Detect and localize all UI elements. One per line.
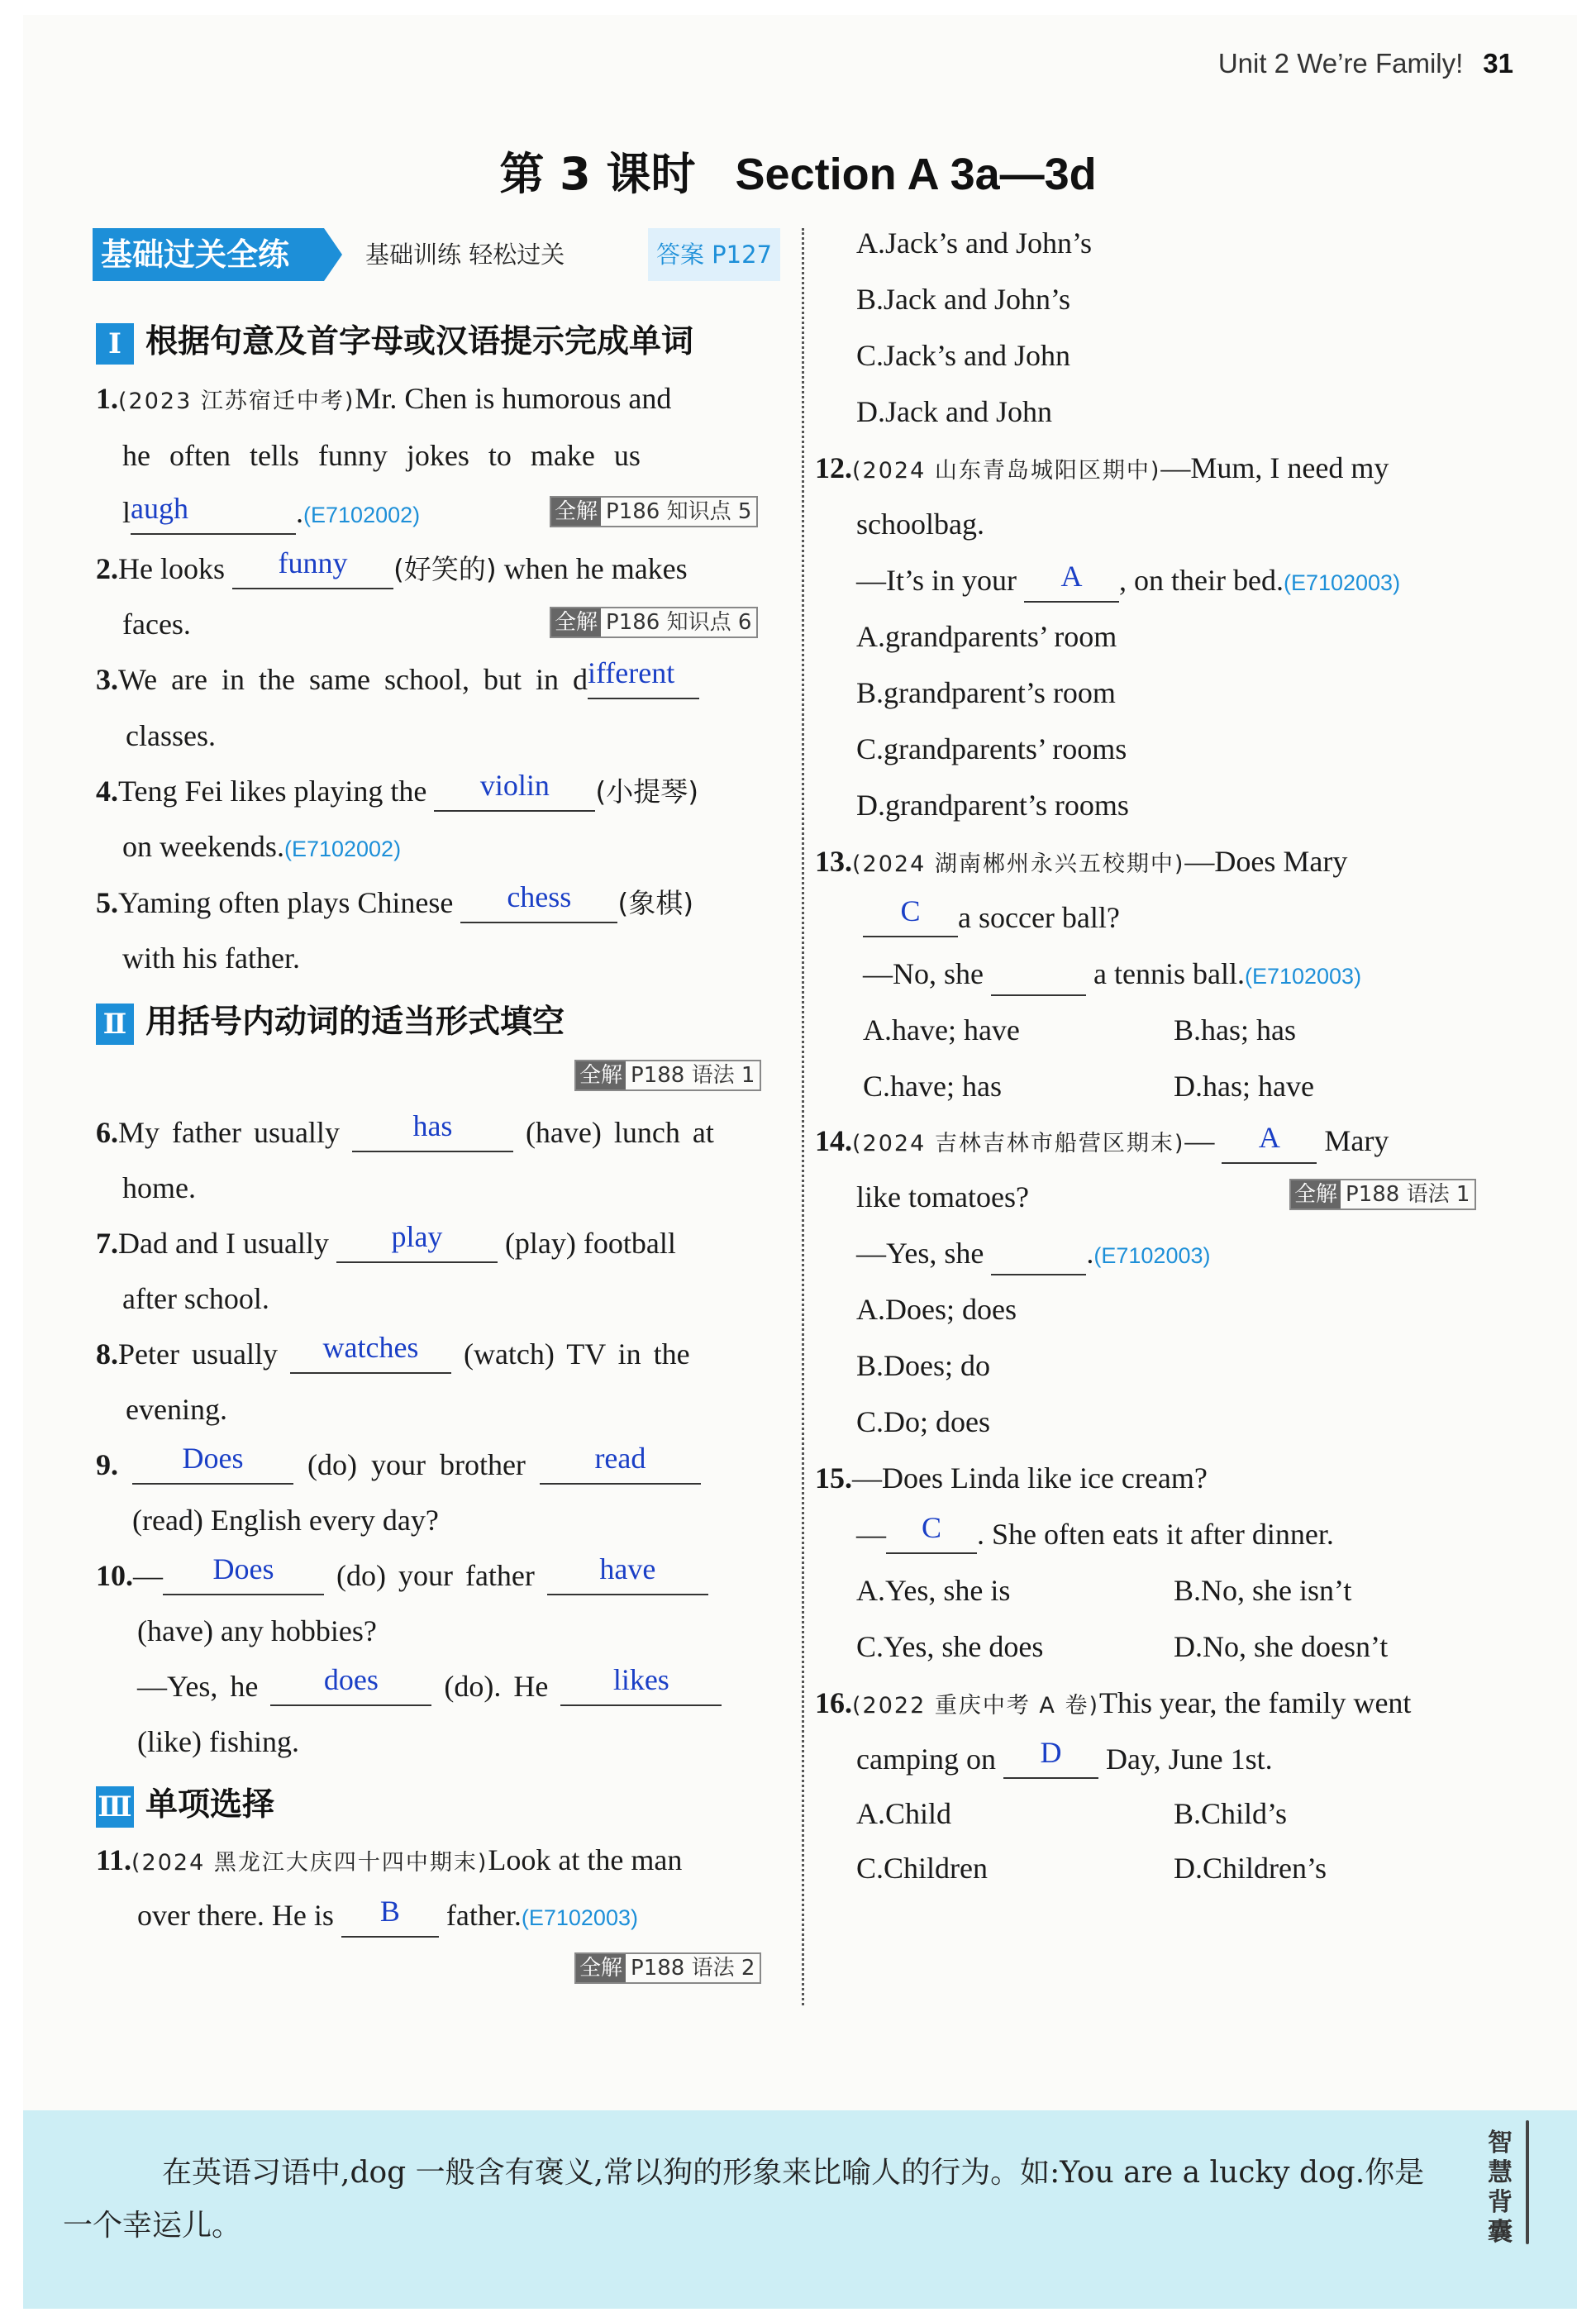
unit-title: Unit 2 We’re Family! [1217,48,1464,79]
chinese-hint: (象棋) [617,887,694,919]
filled-answer: have [599,1552,656,1585]
question-text: camping on [856,1743,996,1776]
reference-tag [550,496,758,527]
question-number: 13. [815,845,852,878]
tip-side-label: 智慧背囊 [1488,2129,1513,2247]
section-number-badge: Ⅱ [96,1004,134,1045]
answer-blank[interactable] [290,1331,451,1374]
question-text: (play) football [504,1227,676,1260]
filled-answer: chess [507,880,572,913]
q10-line1 [96,1552,708,1595]
answer-blank[interactable] [163,1552,324,1595]
question-text: Mr. Chen is humorous and [355,382,672,415]
question-number: 8. [96,1337,118,1371]
question-text: (do) your father [336,1559,535,1592]
exercise-code: (E7102002) [283,837,402,861]
exercise-code: (E7102003) [1283,570,1401,595]
section-number-badge: Ⅲ [96,1786,134,1828]
answer-blank[interactable] [1024,560,1119,603]
question-text: Mary [1324,1124,1389,1157]
q12-option-b[interactable]: B.grandparent’s room [856,676,1116,709]
chinese-hint: (好笑的) [393,553,497,585]
tag-key: 全解 [576,1954,626,1982]
filled-answer: C [900,894,921,927]
tip-box [23,2110,1577,2309]
question-text: This year, the family went [1099,1686,1412,1719]
q12-line2: schoolbag. [856,508,984,541]
question-text: My father usually [118,1116,340,1149]
q13-option-d[interactable]: D.has; have [1174,1070,1314,1103]
question-number: 9. [96,1448,118,1481]
filled-answer: violin [479,769,550,802]
q11-option-b[interactable]: B.Jack and John’s [856,283,1070,316]
question-text: —Mum, I need my [1160,451,1389,484]
question-text: —Yes, she [856,1237,984,1270]
exercise-code: (E7102002) [303,503,421,527]
answer-blank[interactable] [460,880,617,923]
question-text: (do). He [444,1670,549,1703]
q14-line1 [815,1121,1389,1164]
q16-line1 [815,1683,1411,1726]
hint-letter: l [122,496,131,529]
section-title: 用括号内动词的适当形式填空 [145,1004,565,1041]
question-source: (2023 江苏宿迁中考) [118,389,355,414]
q14-line2: like tomatoes? [856,1180,1029,1213]
question-number: 1. [96,382,118,415]
q16-option-a[interactable]: A.Child [856,1797,952,1830]
question-source: (2024 山东青岛城阳区期中) [852,458,1161,484]
q16-option-c[interactable]: C.Children [856,1852,988,1885]
q1-line3: l augh .(E7102002) [122,493,420,535]
q4-line1 [96,771,698,812]
question-text: father. [445,1899,522,1932]
q12-line3 [856,560,1400,603]
page-number: 31 [1483,48,1513,79]
filled-answer: A [1258,1121,1280,1154]
running-header [1218,48,1513,79]
section-number-badge: Ⅰ [96,323,134,365]
question-text: Yaming often plays Chinese [118,886,454,919]
filled-answer: has [412,1109,453,1142]
question-number: 15. [815,1461,852,1495]
q2-line1 [96,546,688,589]
answer-blank[interactable] [132,1442,293,1485]
question-number: 12. [815,451,852,484]
question-text: . She often eats it after dinner. [977,1518,1334,1551]
q1-line1 [96,379,671,422]
answer-page-ref: 答案 P127 [648,228,780,281]
q5-line1 [96,880,694,923]
q13-line1 [815,841,1347,884]
question-source: (2024 吉林吉林市船营区期末) [852,1131,1185,1156]
column-divider [802,228,804,2005]
section-heading-1 [96,316,693,365]
q16-option-d[interactable]: D.Children’s [1174,1852,1327,1885]
question-text: —Does Linda like ice cream? [852,1461,1208,1495]
question-source: (2022 重庆中考 A 卷) [852,1693,1099,1719]
question-text: —Does Mary [1184,845,1348,878]
question-text: (have) lunch at [525,1116,714,1149]
answer-blank[interactable] [336,1220,498,1263]
q6-line2: home. [122,1171,196,1204]
answer-blank[interactable] [540,1442,701,1485]
q8-line2: evening. [126,1393,227,1426]
q15-line2 [856,1511,1334,1554]
banner-arrow-icon [324,228,342,281]
question-text: Day, June 1st. [1105,1743,1273,1776]
answer-blank[interactable] [232,546,393,589]
question-number: 2. [96,552,118,585]
tag-value: P188 语法 1 [631,1063,755,1088]
answer-blank[interactable] [560,1663,722,1706]
dash: — [1184,1124,1215,1157]
tag-value: P188 语法 2 [631,1956,755,1981]
tip-side-bar [1526,2120,1529,2244]
question-text: when he makes [503,552,688,585]
q10-line4: (like) fishing. [137,1725,299,1758]
q9-line1 [96,1442,701,1485]
q14-line3: —Yes, she .(E7102003) [856,1233,1210,1275]
q12-option-c[interactable]: C.grandparents’ rooms [856,732,1127,765]
question-source: (2024 湖南郴州永兴五校期中) [852,851,1185,877]
dash: — [856,1518,886,1551]
filled-answer: play [391,1220,443,1253]
filled-answer: does [323,1663,379,1696]
question-number: 14. [815,1124,852,1157]
filled-answer: likes [612,1663,669,1696]
answer-blank[interactable] [270,1663,431,1706]
question-text: a tennis ball. [1093,957,1245,990]
q5-line2: with his father. [122,942,300,975]
filled-answer: watches [322,1331,419,1364]
q11-option-a[interactable]: A.Jack’s and John’s [856,226,1092,260]
q14-option-a[interactable]: A.Does; does [856,1293,1017,1326]
answer-blank[interactable] [863,894,958,937]
answer-blank[interactable] [991,958,1086,996]
q10-line2: (have) any hobbies? [137,1614,377,1647]
question-number: 4. [96,775,118,808]
answer-blank[interactable] [1003,1736,1098,1779]
tip-text: 在英语习语中,dog 一般含有褒义,常以狗的形象来比喻人的行为。如:You are a lucky dog.你是一个幸运儿。 [63,2156,1425,2243]
exercise-code: (E7102003) [1244,964,1362,989]
q13-option-c[interactable]: C.have; has [863,1070,1002,1103]
question-number: 6. [96,1116,118,1149]
section-title: 根据句意及首字母或汉语提示完成单词 [145,323,694,360]
reference-tag [550,607,758,638]
question-text: , on their bed. [1119,564,1284,597]
question-text: on weekends. [122,830,284,863]
q14-option-c[interactable]: C.Do; does [856,1405,990,1438]
q11-line1 [96,1840,682,1883]
answer-blank[interactable] [352,1109,513,1152]
q11-option-c[interactable]: C.Jack’s and John [856,339,1070,372]
q7-line2: after school. [122,1282,269,1315]
dash: — [133,1559,163,1592]
answer-blank[interactable] [1222,1121,1317,1164]
section-range: Section A 3a—3d [735,150,1097,199]
section-heading-2 [96,996,565,1045]
q13-line2 [863,894,1120,937]
reference-tag [574,1952,761,1984]
tag-key: 全解 [576,1061,626,1089]
banner-lead: 基础过关全练 [93,228,324,281]
filled-answer: augh [131,492,188,525]
q13-line3 [863,954,1361,996]
question-number: 3. [96,663,118,696]
filled-answer: D [1040,1736,1062,1769]
q15-option-b[interactable]: B.No, she isn’t [1174,1574,1352,1607]
question-number: 11. [96,1843,132,1876]
reference-tag [1289,1179,1476,1210]
filled-answer: C [921,1511,941,1544]
filled-answer: ifferent [587,656,675,689]
reference-tag [574,1060,761,1091]
q6-line1 [96,1109,714,1152]
question-number: 16. [815,1686,852,1719]
q15-line1 [815,1458,1208,1498]
filled-answer: Does [212,1552,274,1585]
question-text: Teng Fei likes playing the [118,775,427,808]
question-text: —No, she [863,957,984,990]
answer-blank[interactable] [547,1552,708,1595]
filled-answer: Does [182,1442,244,1475]
tag-key: 全解 [551,498,601,526]
filled-answer: funny [278,546,348,579]
answer-blank[interactable] [991,1237,1086,1275]
answer-blank[interactable] [434,769,595,812]
q12-option-d[interactable]: D.grandparent’s rooms [856,789,1129,822]
section-heading-3 [96,1779,274,1828]
q12-line1 [815,448,1389,491]
lesson-title [0,139,1596,203]
question-text: We are in the same school, but in [118,663,559,696]
filled-answer: A [1060,560,1083,593]
exercise-code: (E7102003) [521,1905,638,1930]
section-title: 单项选择 [145,1786,275,1824]
q11-option-d[interactable]: D.Jack and John [856,395,1052,428]
tag-value: P186 知识点 6 [606,610,752,635]
question-number: 10. [96,1559,133,1592]
q7-line1 [96,1220,676,1263]
question-text: (do) your brother [307,1448,526,1481]
filled-answer: B [379,1895,400,1928]
question-text: (watch) TV in the [463,1337,690,1371]
banner-subtitle: 基础训练 轻松过关 [365,241,565,269]
q11-line2 [137,1895,638,1938]
tag-value: P188 语法 1 [1346,1182,1470,1207]
q10-line3 [137,1663,722,1706]
q12-option-a[interactable]: A.grandparents’ room [856,620,1117,653]
answer-blank[interactable] [587,656,699,699]
q4-line2 [122,827,401,869]
q15-option-a[interactable]: A.Yes, she is [856,1574,1011,1607]
question-number: 7. [96,1227,118,1260]
question-text: He looks [118,552,225,585]
practice-banner [93,228,780,281]
question-source: (2024 黑龙江大庆四十四中期末) [131,1850,488,1876]
hint-letter: d [572,663,588,696]
q3-line2: classes. [126,719,216,752]
question-text: Dad and I usually [118,1227,329,1260]
question-number: 5. [96,886,118,919]
q14-option-b[interactable]: B.Does; do [856,1349,990,1382]
answer-blank[interactable] [341,1895,439,1938]
q15-option-c[interactable]: C.Yes, she does [856,1630,1044,1663]
q3-line1 [96,656,699,699]
tag-value: P186 知识点 5 [606,499,752,524]
answer-blank[interactable] [886,1511,977,1554]
question-text: Look at the man [488,1843,683,1876]
question-text: Peter usually [118,1337,278,1371]
lesson-number: 第 3 课时 [499,148,696,200]
exercise-code: (E7102003) [1093,1243,1211,1268]
q16-line2 [856,1736,1273,1779]
question-text: —Yes, he [137,1670,259,1703]
question-text: —It’s in your [856,564,1017,597]
tag-key: 全解 [551,608,601,636]
tag-key: 全解 [1291,1180,1341,1209]
q1-line2: he often tells funny jokes to make us [122,439,641,472]
question-text: a soccer ball? [958,901,1120,934]
q13-option-a[interactable]: A.have; have [863,1013,1020,1046]
question-text: over there. He is [137,1899,334,1932]
q2-line2: faces. [122,608,191,641]
q13-option-b[interactable]: B.has; has [1174,1013,1296,1046]
q9-line2: (read) English every day? [132,1504,439,1537]
q15-option-d[interactable]: D.No, she doesn’t [1174,1630,1389,1663]
q8-line1 [96,1331,690,1374]
chinese-hint: (小提琴) [595,775,699,808]
q16-option-b[interactable]: B.Child’s [1174,1797,1288,1830]
filled-answer: read [594,1442,646,1475]
